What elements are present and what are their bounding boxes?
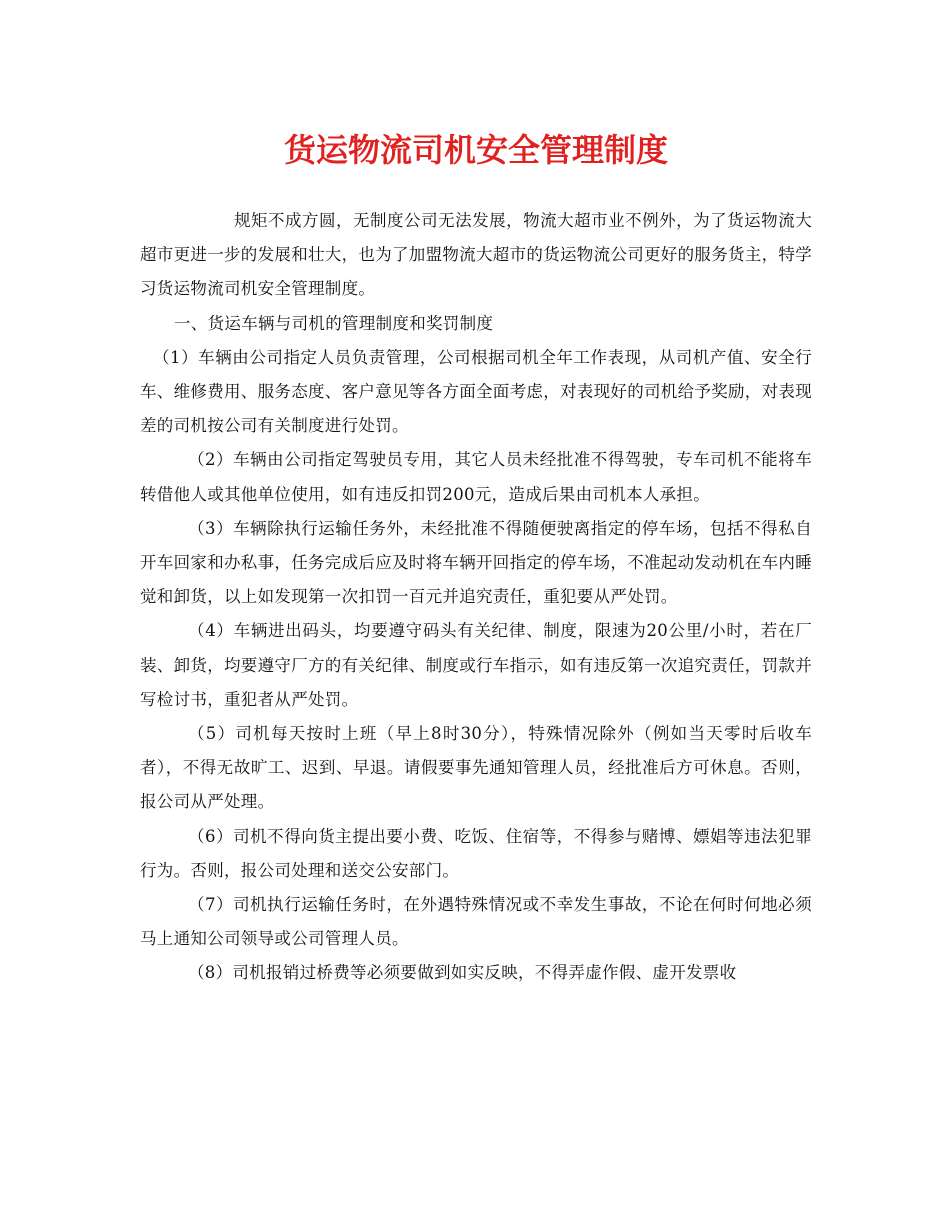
rule-item-4: （4）车辆进出码头，均要遵守码头有关纪律、制度，限速为20公里/小时，若在厂装、卸货，均要遵守厂方的有关纪律、制度或行车指示，如有违反第一次追究责任，罚款并写检讨书，重犯者从严处罚。: [140, 621, 812, 709]
section-heading: 一、货运车辆与司机的管理制度和奖罚制度: [174, 313, 494, 333]
document-body: [140, 204, 812, 991]
rule-item-7: （7）司机执行运输任务时，在外遇特殊情况或不幸发生事故，不论在何时何地必须马上通知公司领导或公司管理人员。: [140, 895, 812, 949]
rule-item-3: （3）车辆除执行运输任务外，未经批准不得随便驶离指定的停车场，包括不得私自开车回家和办私事，任务完成后应及时将车辆开回指定的停车场，不准起动发动机在车内睡觉和卸货，以上如发现第一次扣罚一百元并追究责任，重犯要从严处罚。: [140, 518, 812, 607]
document-title: 货运物流司机安全管理制度: [283, 131, 668, 169]
rule-item-5: （5）司机每天按时上班（早上8时30分），特殊情况除外（例如当天零时后收车者），不得无故旷工、迟到、早退。请假要事先通知管理人员，经批准后方可休息。否则，报公司从严处理。: [140, 724, 812, 812]
rule-item-2: （2）车辆由公司指定驾驶员专用，其它人员未经批准不得驾驶，专车司机不能将车转借他人或其他单位使用，如有违反扣罚200元，造成后果由司机本人承担。: [140, 450, 812, 504]
rule-item-8: （8）司机报销过桥费等必须要做到如实反映，不得弄虚作假、虚开发票收: [188, 963, 737, 983]
rule-item-1: （1）车辆由公司指定人员负责管理，公司根据司机全年工作表现，从司机产值、安全行车、维修费用、服务态度、客户意见等各方面全面考虑，对表现好的司机给予奖励，对表现差的司机按公司有关制度进行处罚。: [140, 347, 812, 436]
intro-paragraph: 规矩不成方圆，无制度公司无法发展，物流大超市业不例外，为了货运物流大超市更进一步的发展和壮大，也为了加盟物流大超市的货运物流公司更好的服务货主，特学习货运物流司机安全管理制度。: [140, 211, 812, 299]
rule-item-6: （6）司机不得向货主提出要小费、吃饭、住宿等，不得参与赌博、嫖娼等违法犯罪行为。否则，报公司处理和送交公安部门。: [140, 826, 812, 880]
